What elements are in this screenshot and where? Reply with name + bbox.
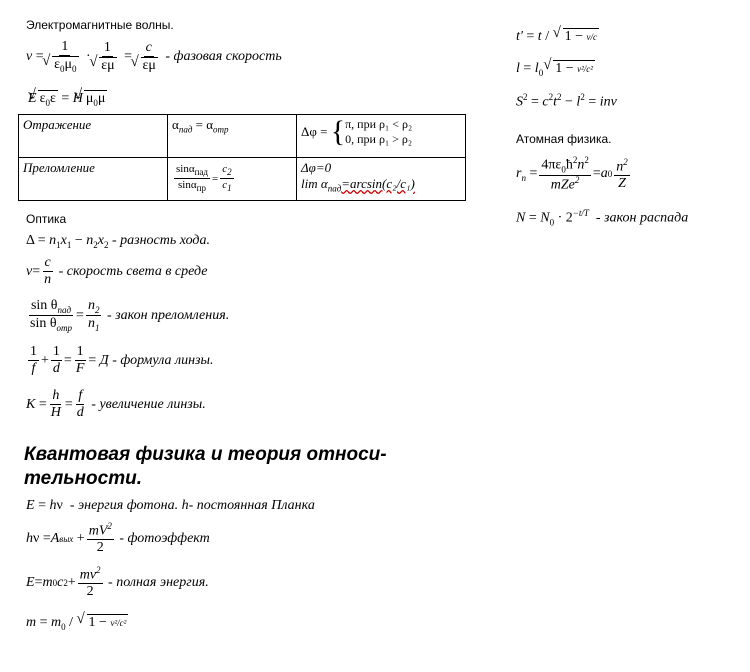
atomic-title: Атомная физика. [516,132,612,146]
phase-speed-label: - фазовая скорость [165,49,282,65]
full-energy-formula: E = m 0 c 2 + $\frac{mv^2}{2}$ - полная энергия. [26,565,209,600]
refraction-law-label: - закон преломления. [106,308,230,324]
light-speed-label: - скорость света в среде [58,263,208,279]
photoeffect-label: - фотоэффект [119,530,210,546]
path-diff-label: - разность хода. [111,233,211,248]
relativistic-mass-formula: $m = m_0$ / √ 1 − v²/c² [26,614,128,632]
lens-magnification-formula: K = $\frac{h}{H}$ = $\frac{f}{d}$ - увеличение линзы. [26,388,206,420]
phase-velocity-formula: v = 1 √ $\varepsilon_0\mu_0$ · 1 √ εμ = c √ εμ - фазовая скорость [26,40,282,74]
cond1: , при ρ₁ < ρ₂ [351,117,413,131]
interval-formula: $S^2 = c^2t^2 - l^2$ = inv [516,92,617,110]
time-dilation-formula: t' = t / √ 1 − v/c [516,28,599,45]
refraction-cell: Преломление [19,158,168,201]
table-row [19,158,466,201]
lim-value: =arcsin(c₂/c₁) [341,176,415,191]
medium-speed-formula: v = $\frac{c}{n}$ - скорость света в среде [26,255,208,287]
refraction-law-cell: $\frac{\sin\alpha_{пад}}{\sin\alpha_{пр}}$ = $\frac{c_2}{c_1}$ [168,158,297,201]
length-contraction-formula: $l = l_0√$ 1 − v²/c² [516,60,595,78]
decay-law-label: - закон распада [595,210,689,226]
lens-formula-label: - формула линзы. [112,352,214,368]
optics-table [18,114,466,201]
decay-law-formula: $N = N_0 \cdot 2^{-t/T}$ - закон распада [516,208,689,228]
phase-jump-cell: Δφ = { π, при ρ₁ < ρ₂ 0, при ρ₁ > ρ₂ [297,115,466,158]
bohr-radius-formula: $r_n$ = $\frac{4\pi\varepsilon_0ħ^2n^2}{mZe^2}$ = a 0 $\frac{n^2}{Z}$ [516,155,628,193]
lim-label: lim α [301,176,328,191]
field-relation-formula: E√ $\varepsilon_0\varepsilon = H√$ $\mu_0\mu$ [28,90,107,108]
path-difference-formula: $\Delta = n_1x_1 - n_2x_2$ - разность хода. [26,233,211,250]
refraction-phase-cell: Δφ=0 $\lim \alpha_{пад}=\arcsin(c_2/c_1)$ [297,158,466,201]
photon-energy-formula: E = hν - энергия фотона. h- постоянная Планка [26,498,315,513]
lens-formula: $\frac{1}{f}$ + $\frac{1}{d}$ = $\frac{1}{F}$ = Д - формула линзы. [30,344,214,376]
snell-law-formula: $\frac{\sin \theta_{пад}}{\sin \theta_{отр}}$ = $\frac{n_2}{n_1}$ - закон преломления. [30,298,230,334]
quantum-title-line1: Квантовая физика и теория относи- [24,444,387,465]
dphi-zero: Δφ=0 [301,160,332,175]
em-waves-title: Электромагнитные волны. [26,18,174,32]
optics-title: Оптика [26,212,67,226]
full-energy-label: - полная энергия. [108,574,209,590]
quantum-title-line2: тельности. [24,468,142,489]
photoeffect-formula: h ν = A вых + $\frac{mV^2}{2}$ - фотоэффект [26,521,210,556]
lens-mag-label: - увеличение линзы. [91,396,206,412]
reflection-cell: Отражение [19,115,168,158]
photon-energy-label: - энергия фотона. h- постоянная Планка [69,498,315,513]
cond2: , при ρ₁ > ρ₂ [351,132,413,146]
reflection-law-cell: $\alpha_{пад} = \alpha_{отр}$ [168,115,297,158]
table-row [19,115,466,158]
